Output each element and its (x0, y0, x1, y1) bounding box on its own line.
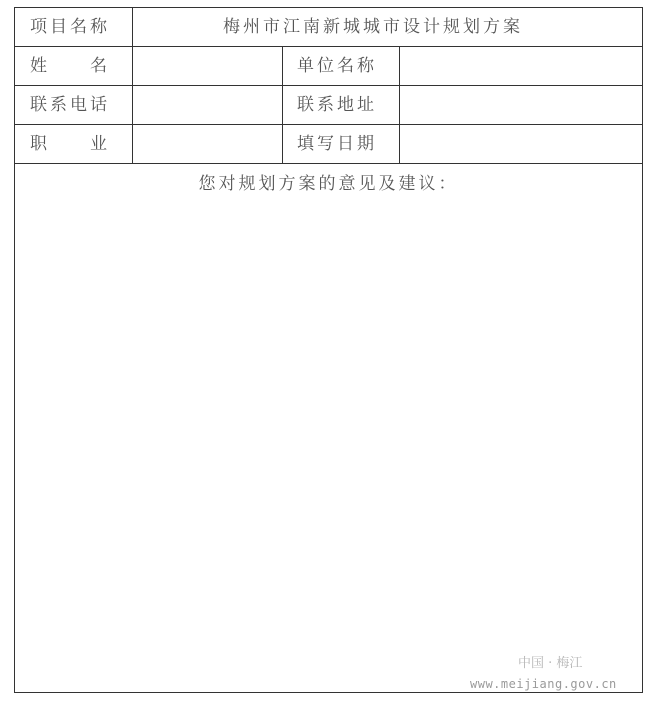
watermark-site-name: 中国 · 梅江 (518, 656, 583, 671)
name-label: 姓 名 (30, 56, 110, 76)
feedback-form-table (14, 7, 643, 693)
unit-field[interactable] (400, 47, 642, 85)
watermark-url: www.meijiang.gov.cn (470, 677, 617, 691)
phone-field[interactable] (133, 86, 282, 124)
date-field[interactable] (400, 125, 642, 163)
address-field[interactable] (400, 86, 642, 124)
column-divider (282, 46, 283, 164)
name-field[interactable] (133, 47, 282, 85)
row-divider (15, 163, 642, 164)
comments-label: 您对规划方案的意见及建议： (198, 174, 459, 194)
occupation-label: 职 业 (30, 134, 110, 154)
address-label: 联系地址 (297, 95, 377, 115)
date-label: 填写日期 (297, 134, 377, 154)
project-name-value: 梅州市江南新城城市设计规划方案 (223, 17, 523, 37)
occupation-field[interactable] (133, 125, 282, 163)
phone-label: 联系电话 (30, 95, 110, 115)
project-name-label: 项目名称 (30, 17, 110, 37)
comments-field[interactable] (15, 202, 642, 692)
unit-label: 单位名称 (297, 56, 377, 76)
